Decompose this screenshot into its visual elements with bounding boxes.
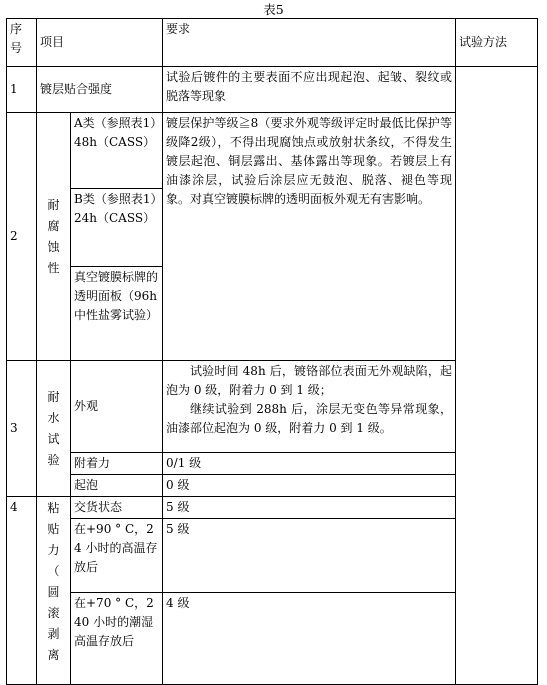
row-3-no: 3: [7, 361, 37, 497]
row-4-item-char: 粘: [47, 501, 60, 515]
row-1-no: 1: [7, 67, 37, 113]
row-3-sub-appearance: 外观: [71, 361, 163, 453]
row-3-req-appearance-line1: 试验时间 48h 后，镀铬部位表面无外观缺陷，起泡为 0 级，附着力 0 到 1 级；: [166, 364, 453, 397]
row-3-sub-blister: 起泡: [71, 475, 163, 497]
row-1-requirement: 试验后镀件的主要表面不应出现起泡、起皱、裂纹或脱落等现象: [163, 67, 456, 113]
row-4-sub-delivery: 交货状态: [71, 497, 163, 519]
header-requirement: 要求: [163, 19, 456, 67]
row-1-item: 镀层贴合强度: [37, 67, 163, 113]
row-3-item-char: 水: [47, 410, 60, 425]
header-method: 试验方法: [456, 19, 538, 67]
row-4-sub-humid: 在+70 ° C，240 小时的潮湿高温存放后: [71, 593, 163, 685]
row-4-req-hot: 5 级: [163, 519, 456, 593]
row-4-item-char: （: [47, 564, 60, 578]
row-4-req-humid: 4 级: [163, 593, 456, 685]
row-4-item: [37, 497, 71, 685]
row-3-req-appearance: [163, 361, 456, 453]
row-4-item-char: 力: [47, 543, 60, 557]
header-item: 项目: [37, 19, 163, 67]
method-cell: [456, 67, 538, 685]
row-4-item-char: 圆: [47, 585, 60, 599]
row-4-item-char: 滚: [47, 606, 60, 620]
row-3-req-blister: 0 级: [163, 475, 456, 497]
row-2-item: [37, 113, 71, 361]
row-3-req-appearance-line2: 继续试验到 288h 后，涂层无变色等异常现象，油漆部位起泡为 0 级，附着力 0 到 1 级。: [166, 402, 453, 435]
row-3-sub-adhesion: 附着力: [71, 453, 163, 475]
row-2-item-char: 蚀: [47, 239, 60, 254]
row-4-item-char: 贴: [47, 522, 60, 536]
row-3-item-char: 试: [47, 431, 60, 446]
header-no: 序号: [7, 19, 37, 67]
row-4-sub-hot: 在+90 ° C，24 小时的高温存放后: [71, 519, 163, 593]
row-3-item: [37, 361, 71, 497]
row-2-item-char: 腐: [47, 218, 60, 233]
row-3-req-adhesion: 0/1 级: [163, 453, 456, 475]
header-row: [7, 19, 538, 67]
row-2-sub-b: B类（参照表1）24h（CASS）: [71, 189, 163, 267]
row-2-requirement: 镀层保护等级≧8（要求外观等级评定时最低比保护等级降2级），不得出现腐蚀点或放射状条纹，不得发生镀层起泡、铜层露出、基体露出等现象。若镀层上有油漆涂层，试验后涂层应无鼓泡、脱落、褪色等现象。对真空镀膜标牌的透明面板外观无有害影响。: [163, 113, 456, 361]
table-caption: 表5: [263, 2, 284, 17]
row-4-no: 4: [7, 497, 37, 685]
row-4-item-char: 剥: [47, 627, 60, 641]
row-4-req-delivery: 5 级: [163, 497, 456, 519]
row-2-item-char: 性: [47, 260, 60, 275]
row-2-no: 2: [7, 113, 37, 361]
row-2-item-char: 耐: [47, 197, 60, 212]
requirements-table: [6, 18, 538, 685]
table-row: [7, 67, 538, 113]
row-3-item-char: 耐: [47, 389, 60, 404]
row-2-sub-c: 真空镀膜标牌的透明面板（96h中性盐雾试验）: [71, 267, 163, 361]
row-3-item-char: 验: [47, 452, 60, 467]
row-4-item-char: 离: [47, 648, 60, 662]
row-2-sub-a: A类（参照表1）48h（CASS）: [71, 113, 163, 189]
